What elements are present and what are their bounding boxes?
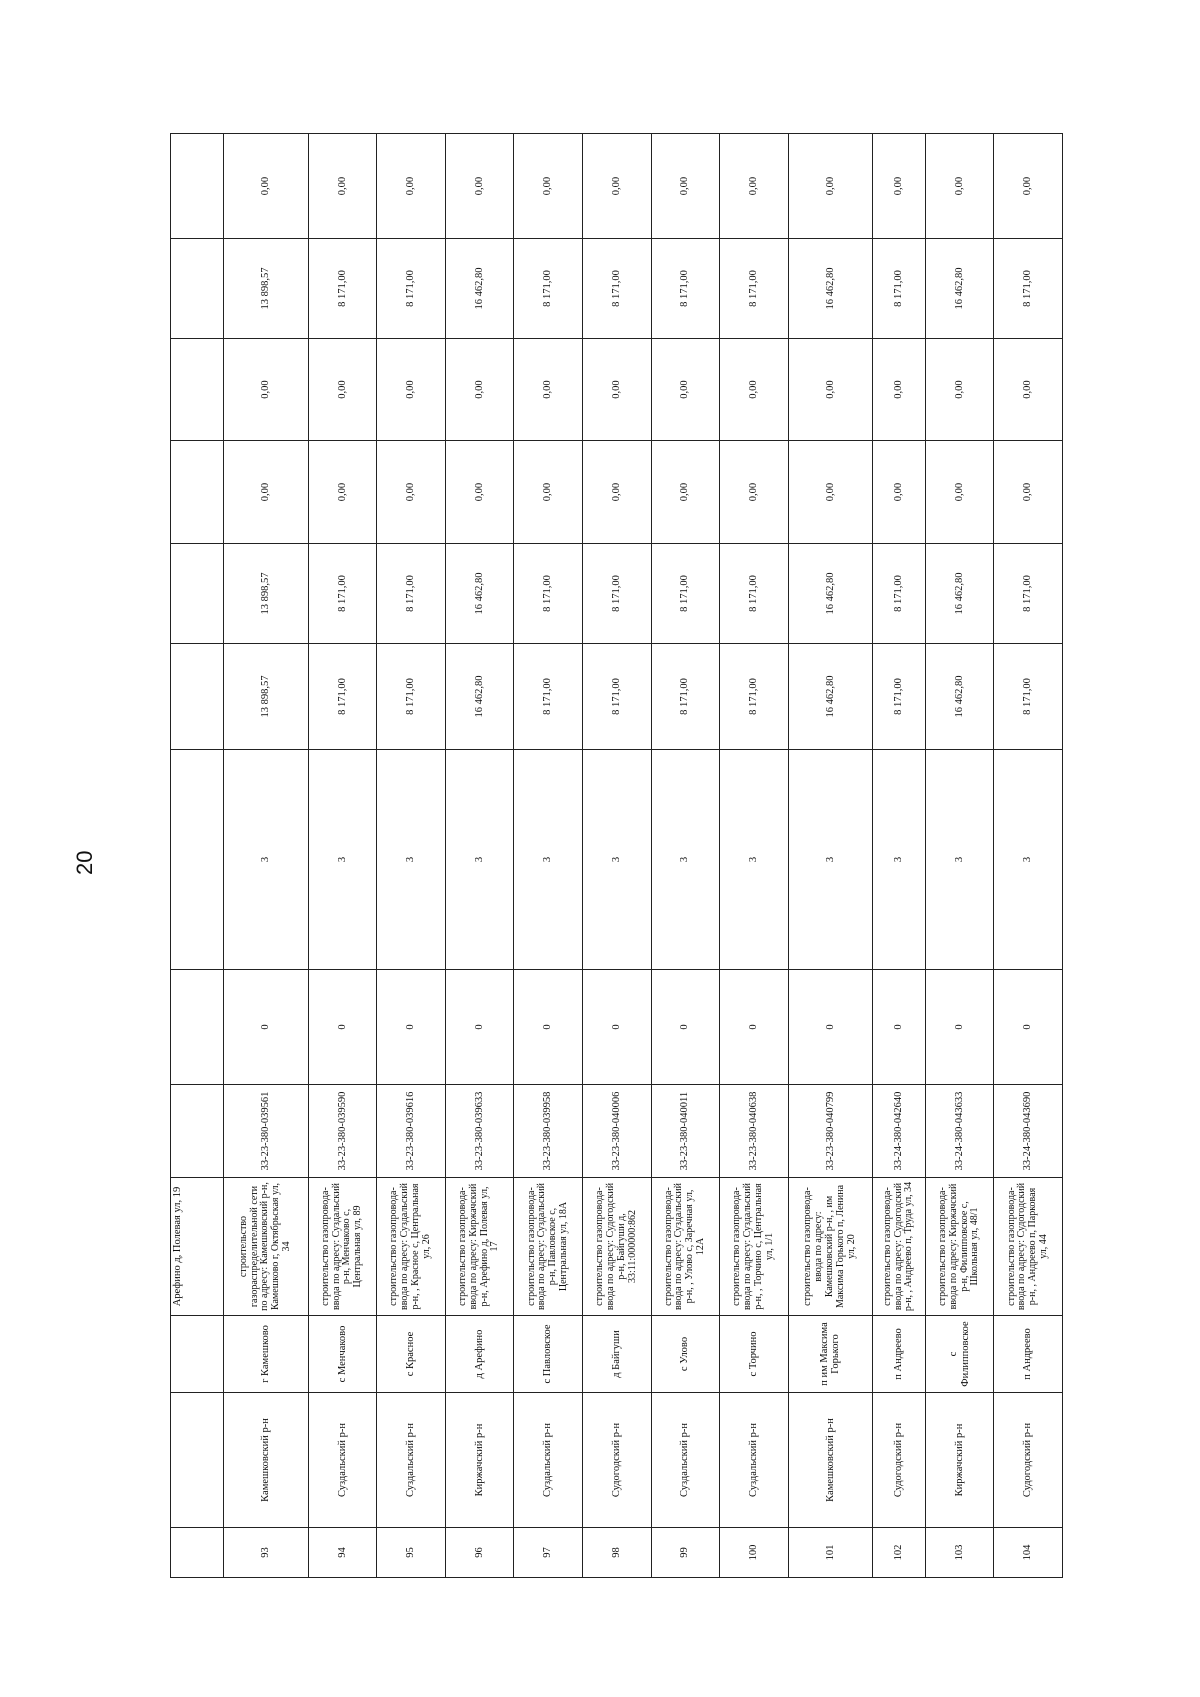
cell-code: 33-23-380-039561 xyxy=(224,1085,309,1178)
cell-num: 99 xyxy=(651,1528,720,1578)
cell-v8: 0,00 xyxy=(925,134,994,239)
cell-v2: 3 xyxy=(651,750,720,970)
cell-v8: 0,00 xyxy=(445,134,514,239)
cell-settlement: с Павловское xyxy=(514,1316,583,1393)
cell-description: строительство газопровода-ввода по адресу: Суздальский р-н, , Улово с, Заречная ул, 12А xyxy=(651,1178,720,1316)
cell-v4 xyxy=(171,544,224,644)
cell-v2: 3 xyxy=(873,750,926,970)
cell-district: Судогодский р-н xyxy=(994,1393,1063,1528)
cell-v8: 0,00 xyxy=(582,134,651,239)
cell-v7 xyxy=(171,239,224,339)
cell-district: Камешковский р-н xyxy=(788,1393,873,1528)
table-row xyxy=(582,134,651,1578)
cell-v3 xyxy=(171,644,224,750)
cell-district: Суздальский р-н xyxy=(651,1393,720,1528)
cell-v5: 0,00 xyxy=(224,441,309,544)
cell-v2: 3 xyxy=(514,750,583,970)
cell-v7: 8 171,00 xyxy=(377,239,446,339)
cell-v3: 8 171,00 xyxy=(582,644,651,750)
table-row xyxy=(445,134,514,1578)
cell-v4: 8 171,00 xyxy=(308,544,377,644)
cell-code: 33-23-380-039616 xyxy=(377,1085,446,1178)
table-row xyxy=(224,134,309,1578)
cell-v2: 3 xyxy=(720,750,789,970)
cell-v5: 0,00 xyxy=(873,441,926,544)
cell-v5: 0,00 xyxy=(788,441,873,544)
cell-description: строительство газопровода-ввода по адресу: Судогодский р-н, , Андреево п, Труда ул, 34 xyxy=(873,1178,926,1316)
cell-v1 xyxy=(171,970,224,1085)
cell-v6: 0,00 xyxy=(224,339,309,441)
cell-v3: 16 462,80 xyxy=(445,644,514,750)
cell-v5: 0,00 xyxy=(445,441,514,544)
cell-v8: 0,00 xyxy=(651,134,720,239)
cell-v3: 13 898,57 xyxy=(224,644,309,750)
cell-v6: 0,00 xyxy=(514,339,583,441)
cell-v6: 0,00 xyxy=(308,339,377,441)
cell-v2: 3 xyxy=(994,750,1063,970)
cell-v5: 0,00 xyxy=(720,441,789,544)
table-row xyxy=(514,134,583,1578)
cell-v4: 8 171,00 xyxy=(651,544,720,644)
cell-v3: 8 171,00 xyxy=(651,644,720,750)
cell-district: Суздальский р-н xyxy=(308,1393,377,1528)
cell-district: Киржачский р-н xyxy=(445,1393,514,1528)
cell-settlement: п им Максима Горького xyxy=(788,1316,873,1393)
cell-v3: 8 171,00 xyxy=(308,644,377,750)
cell-v2 xyxy=(171,750,224,970)
cell-num: 100 xyxy=(720,1528,789,1578)
cell-v7: 16 462,80 xyxy=(788,239,873,339)
cell-district: Судогодский р-н xyxy=(873,1393,926,1528)
cell-v2: 3 xyxy=(445,750,514,970)
cell-num xyxy=(171,1528,224,1578)
page-number: 20 xyxy=(72,850,97,875)
cell-v1: 0 xyxy=(514,970,583,1085)
cell-num: 101 xyxy=(788,1528,873,1578)
cell-description: строительство газопровода-ввода по адресу: Судогодский р-н, Байгуши д, 33:11:000000:862 xyxy=(582,1178,651,1316)
cell-settlement: д Арефино xyxy=(445,1316,514,1393)
cell-v2: 3 xyxy=(925,750,994,970)
cell-v2: 3 xyxy=(788,750,873,970)
cell-code: 33-23-380-039590 xyxy=(308,1085,377,1178)
cell-num: 98 xyxy=(582,1528,651,1578)
cell-settlement: п Андреево xyxy=(994,1316,1063,1393)
table-row xyxy=(720,134,789,1578)
cell-code: 33-23-380-039633 xyxy=(445,1085,514,1178)
cell-code: 33-23-380-040638 xyxy=(720,1085,789,1178)
cell-num: 104 xyxy=(994,1528,1063,1578)
cell-description: строительство газопровода-ввода по адресу: Суздальский р-н, , Красное с, Центральная ул, 26 xyxy=(377,1178,446,1316)
cell-district xyxy=(171,1393,224,1528)
cell-v1: 0 xyxy=(445,970,514,1085)
cell-v6: 0,00 xyxy=(445,339,514,441)
cell-v4: 8 171,00 xyxy=(873,544,926,644)
cell-num: 94 xyxy=(308,1528,377,1578)
table-row xyxy=(651,134,720,1578)
cell-v3: 16 462,80 xyxy=(788,644,873,750)
cell-v8: 0,00 xyxy=(788,134,873,239)
cell-v8: 0,00 xyxy=(994,134,1063,239)
cell-v4: 16 462,80 xyxy=(788,544,873,644)
cell-district: Камешковский р-н xyxy=(224,1393,309,1528)
cell-code xyxy=(171,1085,224,1178)
cell-v2: 3 xyxy=(308,750,377,970)
cell-description: строительство газораспределительной сети по адресу: Камешковский р-н, Камешково г, Октябрьская ул, 34 xyxy=(224,1178,309,1316)
cell-v8: 0,00 xyxy=(308,134,377,239)
table-row xyxy=(925,134,994,1578)
table-row xyxy=(788,134,873,1578)
cell-district: Суздальский р-н xyxy=(514,1393,583,1528)
cell-settlement: с Улово xyxy=(651,1316,720,1393)
table-row xyxy=(377,134,446,1578)
cell-district: Суздальский р-н xyxy=(377,1393,446,1528)
cell-code: 33-24-380-043633 xyxy=(925,1085,994,1178)
cell-v8: 0,00 xyxy=(377,134,446,239)
cell-description: строительство газопровода-ввода по адресу: Судогодский р-н, , Андреево п, Парковая ул, 44 xyxy=(994,1178,1063,1316)
cell-v4: 8 171,00 xyxy=(514,544,583,644)
cell-v8: 0,00 xyxy=(224,134,309,239)
cell-v6: 0,00 xyxy=(873,339,926,441)
cell-code: 33-23-380-040799 xyxy=(788,1085,873,1178)
cell-v4: 16 462,80 xyxy=(925,544,994,644)
data-table xyxy=(170,133,1063,1578)
cell-v1: 0 xyxy=(582,970,651,1085)
cell-v7: 16 462,80 xyxy=(445,239,514,339)
cell-description: строительство газопровода-ввода по адресу: Киржачский р-н, Филипповское с, Школьная ул, 48/1 xyxy=(925,1178,994,1316)
cell-v7: 16 462,80 xyxy=(925,239,994,339)
cell-settlement: с Красное xyxy=(377,1316,446,1393)
cell-v4: 8 171,00 xyxy=(994,544,1063,644)
cell-settlement: с Торчино xyxy=(720,1316,789,1393)
cell-v5 xyxy=(171,441,224,544)
cell-v1: 0 xyxy=(873,970,926,1085)
cell-v3: 8 171,00 xyxy=(994,644,1063,750)
cell-v7: 13 898,57 xyxy=(224,239,309,339)
cell-v6: 0,00 xyxy=(377,339,446,441)
cell-description: строительство газопровода-ввода по адресу: Суздальский р-н, , Торчино с, Центральная ул, 1/1 xyxy=(720,1178,789,1316)
table-row xyxy=(994,134,1063,1578)
cell-settlement xyxy=(171,1316,224,1393)
cell-code: 33-24-380-042640 xyxy=(873,1085,926,1178)
cell-v4: 8 171,00 xyxy=(720,544,789,644)
cell-v1: 0 xyxy=(651,970,720,1085)
cell-v5: 0,00 xyxy=(377,441,446,544)
cell-v2: 3 xyxy=(582,750,651,970)
cell-v2: 3 xyxy=(224,750,309,970)
cell-code: 33-23-380-040006 xyxy=(582,1085,651,1178)
cell-v7: 8 171,00 xyxy=(514,239,583,339)
cell-v7: 8 171,00 xyxy=(994,239,1063,339)
cell-v5: 0,00 xyxy=(308,441,377,544)
cell-v3: 16 462,80 xyxy=(925,644,994,750)
table-row xyxy=(873,134,926,1578)
cell-v1: 0 xyxy=(788,970,873,1085)
cell-v8: 0,00 xyxy=(514,134,583,239)
cell-v6: 0,00 xyxy=(925,339,994,441)
cell-v6: 0,00 xyxy=(651,339,720,441)
cell-description: Арефино д, Полевая ул, 19 xyxy=(171,1178,224,1316)
table-row xyxy=(308,134,377,1578)
cell-v1: 0 xyxy=(308,970,377,1085)
cell-v4: 8 171,00 xyxy=(582,544,651,644)
cell-v6 xyxy=(171,339,224,441)
cell-v6: 0,00 xyxy=(720,339,789,441)
cell-num: 95 xyxy=(377,1528,446,1578)
cell-v1: 0 xyxy=(377,970,446,1085)
rotated-table-container xyxy=(170,134,1063,1578)
cell-v1: 0 xyxy=(994,970,1063,1085)
cell-code: 33-23-380-040011 xyxy=(651,1085,720,1178)
cell-v6: 0,00 xyxy=(994,339,1063,441)
cell-v4: 16 462,80 xyxy=(445,544,514,644)
cell-v5: 0,00 xyxy=(994,441,1063,544)
cell-v1: 0 xyxy=(720,970,789,1085)
cell-num: 103 xyxy=(925,1528,994,1578)
cell-settlement: с Филипповское xyxy=(925,1316,994,1393)
cell-district: Суздальский р-н xyxy=(720,1393,789,1528)
cell-v3: 8 171,00 xyxy=(873,644,926,750)
cell-description: строительство газопровода-ввода по адресу: Суздальский р-н, Павловское с, Центральная ул, 18А xyxy=(514,1178,583,1316)
cell-num: 96 xyxy=(445,1528,514,1578)
table-row-continuation xyxy=(171,134,224,1578)
cell-settlement: с Менчаково xyxy=(308,1316,377,1393)
cell-v5: 0,00 xyxy=(651,441,720,544)
cell-v8 xyxy=(171,134,224,239)
cell-v5: 0,00 xyxy=(514,441,583,544)
cell-v7: 8 171,00 xyxy=(582,239,651,339)
cell-v7: 8 171,00 xyxy=(720,239,789,339)
cell-v1: 0 xyxy=(925,970,994,1085)
cell-description: строительство газопровода-ввода по адресу: Киржачский р-н, Арефино д, Полевая ул, 17 xyxy=(445,1178,514,1316)
cell-description: строительство газопровода-ввода по адресу: Суздальский р-н, Менчаково с, Центральная ул, 89 xyxy=(308,1178,377,1316)
cell-v4: 8 171,00 xyxy=(377,544,446,644)
cell-v8: 0,00 xyxy=(720,134,789,239)
cell-v1: 0 xyxy=(224,970,309,1085)
cell-num: 97 xyxy=(514,1528,583,1578)
cell-num: 102 xyxy=(873,1528,926,1578)
cell-v5: 0,00 xyxy=(925,441,994,544)
cell-v5: 0,00 xyxy=(582,441,651,544)
cell-district: Киржачский р-н xyxy=(925,1393,994,1528)
cell-district: Судогодский р-н xyxy=(582,1393,651,1528)
cell-v3: 8 171,00 xyxy=(720,644,789,750)
cell-description: строительство газопровода-ввода по адресу: Камешковский р-н, , им Максима Горького п, Ленина ул, 20 xyxy=(788,1178,873,1316)
cell-v3: 8 171,00 xyxy=(514,644,583,750)
cell-num: 93 xyxy=(224,1528,309,1578)
cell-v7: 8 171,00 xyxy=(873,239,926,339)
cell-settlement: г Камешково xyxy=(224,1316,309,1393)
cell-code: 33-23-380-039958 xyxy=(514,1085,583,1178)
cell-settlement: д Байгуши xyxy=(582,1316,651,1393)
cell-v3: 8 171,00 xyxy=(377,644,446,750)
cell-settlement: п Андреево xyxy=(873,1316,926,1393)
cell-v6: 0,00 xyxy=(582,339,651,441)
cell-v6: 0,00 xyxy=(788,339,873,441)
cell-v7: 8 171,00 xyxy=(308,239,377,339)
cell-v2: 3 xyxy=(377,750,446,970)
cell-v7: 8 171,00 xyxy=(651,239,720,339)
cell-v8: 0,00 xyxy=(873,134,926,239)
cell-code: 33-24-380-043690 xyxy=(994,1085,1063,1178)
cell-v4: 13 898,57 xyxy=(224,544,309,644)
